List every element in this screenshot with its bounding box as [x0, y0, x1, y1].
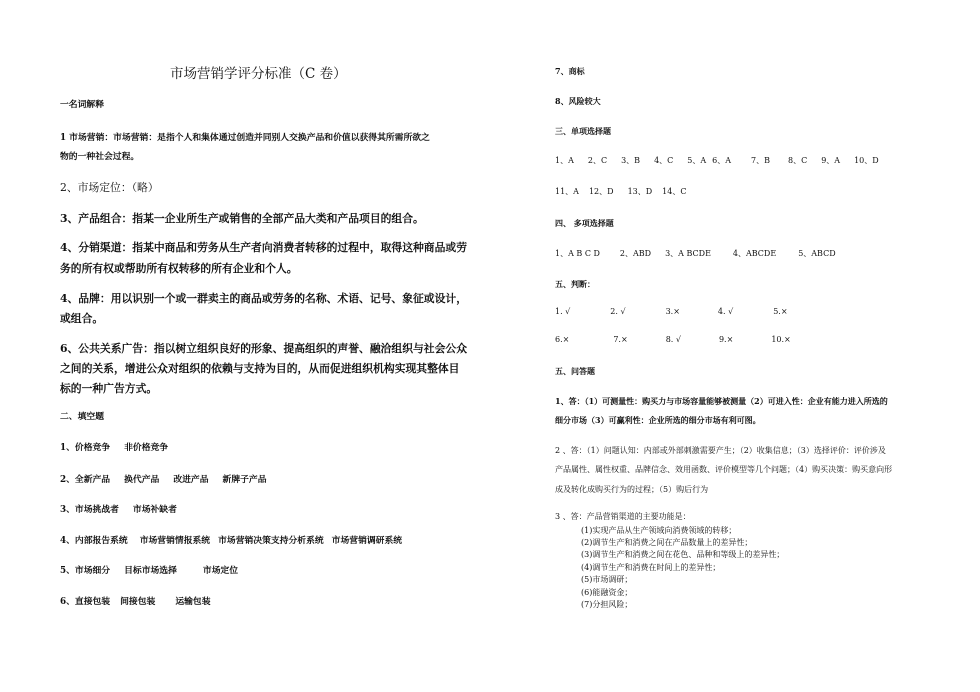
judgment-answer: 8. √: [665, 335, 681, 344]
fill-6-c: 运输包装: [175, 597, 211, 607]
fill-1: [60, 443, 168, 454]
fill-2-d: 新牌子产品: [222, 475, 267, 485]
fill-6-a: 6、直接包装: [60, 597, 111, 607]
judgment-answer: 4. √: [717, 307, 734, 316]
definition-4-line2: 务的所有权或帮助所有权转移的所有企业和个人。: [60, 262, 298, 275]
fill-2-c: 改进产品: [173, 475, 209, 485]
qa-3-item-1: (1)实现产品从生产领域向消费领域的转移；: [581, 526, 737, 535]
fill-4-d: 市场营销调研系统: [331, 536, 403, 546]
fill-1-a: 1、价格竞争: [60, 443, 111, 453]
single-answer: 6、A: [712, 156, 732, 165]
definition-6-line2: 之间的关系，增进公众对组织的依赖与支持为目的，从而促进组织机构实现其整体目: [60, 362, 460, 375]
definition-5-line1: 4、品牌：用以识别一个或一群卖主的商品或劳务的名称、术语、记号、象征或设计，: [60, 292, 467, 305]
fill-3-b: 市场补缺者: [132, 505, 177, 515]
fill-2-b: 换代产品: [124, 475, 160, 485]
judgment-answer: 3.×: [665, 307, 680, 316]
fill-4-a: 4、内部报告系统: [60, 536, 128, 546]
single-answer: 9、A: [821, 156, 841, 165]
qa-3-item-2: (2)调节生产和消费之间在产品数量上的差异性；: [581, 538, 753, 547]
fill-5-b: 目标市场选择: [124, 566, 177, 576]
single-answer: 8、C: [788, 156, 808, 165]
fill-8: 8、风险较大: [555, 96, 601, 106]
section-qa: 五、问答题: [555, 366, 595, 376]
multi-answer: 2、ABD: [619, 249, 652, 258]
fill-6: [60, 597, 211, 608]
fill-4-c: 市场营销决策支持分析系统: [218, 536, 324, 546]
section-multi-choice: 四、 多项选择题: [555, 218, 614, 228]
judgment-answer: 5.×: [773, 307, 788, 316]
fill-4-b: 市场营销情报系统: [139, 536, 211, 546]
single-answer: 4、C: [654, 156, 674, 165]
judgment-answer: 9.×: [718, 335, 734, 344]
multi-answer: 1、A B C D: [555, 249, 600, 258]
qa-1-line1: 1、答：（1）可测量性：购买力与市场容量能够被测量（2）可进入性：企业有能力进入所选的: [555, 396, 888, 406]
single-answer: 2、C: [587, 156, 608, 165]
definition-1-line1: 1 市场营销：市场营销：是指个人和集体通过创造并同别人交换产品和价值以获得其所需所欲之: [60, 133, 430, 143]
fill-3-a: 3、市场挑战者: [60, 505, 119, 515]
single-answer: 14、C: [662, 187, 687, 196]
fill-6-b: 间接包装: [120, 597, 156, 607]
single-choice-row-2: [555, 187, 686, 197]
definition-1-line2: 物的一种社会过程。: [60, 152, 140, 162]
single-answer: 10、D: [854, 156, 879, 165]
fill-5: [60, 566, 238, 577]
fill-2: [60, 475, 267, 486]
single-answer: 5、A: [687, 156, 707, 165]
multi-answer: 5、ABCD: [798, 249, 836, 258]
single-answer: 3、B: [621, 156, 641, 165]
qa-2-line1: 2 、答：（1）问题认知：内部或外部刺激需要产生；（2）收集信息；（3）选择评价：评价涉及: [555, 446, 886, 455]
section-judgment: 五、判断：: [555, 279, 595, 289]
qa-1-line2: 细分市场（3）可赢利性：企业所选的细分市场有利可图。: [555, 415, 761, 425]
section-single-choice: 三、单项选择题: [555, 126, 611, 136]
definition-6-line3: 标的一种广告方式。: [60, 382, 158, 395]
multi-answer: 3、A BCDE: [665, 249, 711, 258]
multi-choice-row: [555, 249, 836, 259]
judgment-row-1: [555, 307, 788, 317]
judgment-answer: 6.×: [555, 335, 570, 344]
fill-5-c: 市场定位: [202, 566, 239, 576]
fill-7: 7、商标: [555, 66, 585, 76]
fill-5-a: 5、市场细分: [60, 566, 111, 576]
judgment-answer: 10.×: [771, 335, 791, 344]
single-answer: 11、A: [555, 187, 579, 196]
judgment-answer: 1. √: [555, 307, 571, 316]
definition-2: 2、市场定位：（略）: [60, 181, 159, 194]
qa-2-line3: 成及转化成购买行为的过程；（5）购后行为: [555, 485, 709, 494]
section-definitions: 一名词解释: [60, 100, 104, 110]
qa-3-head: 3 、答：产品营销渠道的主要功能是：: [555, 512, 691, 521]
definition-6-line1: 6、公共关系广告：指以树立组织良好的形象、提高组织的声誉、融洽组织与社会公众: [60, 342, 467, 355]
single-answer: 7、B: [751, 156, 770, 165]
definition-4-line1: 4、分销渠道：指某中商品和劳务从生产者向消费者转移的过程中，取得这种商品或劳: [60, 241, 467, 254]
fill-2-a: 2、全新产品: [60, 475, 111, 485]
page-title: 市场营销学评分标准（C 卷）: [170, 66, 347, 82]
qa-3-item-7: (7)分担风险；: [581, 600, 633, 609]
fill-3: [60, 505, 177, 516]
fill-1-b: 非价格竞争: [124, 443, 169, 453]
single-choice-row-1: [555, 156, 879, 166]
definition-5-line2: 或组合。: [60, 312, 104, 325]
qa-3-item-3: (3)调节生产和消费之间在花色、品种和等级上的差异性；: [581, 550, 785, 559]
qa-3-item-5: (5)市场调研；: [581, 575, 633, 584]
qa-2-line2: 产品属性、属性权重、品牌信念、效用函数、评价模型等几个问题；（4）购买决策：购买意向形: [555, 465, 893, 474]
judgment-answer: 2. √: [610, 307, 626, 316]
judgment-row-2: [555, 335, 791, 345]
single-answer: 12、D: [588, 187, 614, 196]
definition-3: 3、产品组合：指某一企业所生产或销售的全部产品大类和产品项目的组合。: [60, 212, 424, 225]
fill-4: [60, 536, 402, 547]
judgment-answer: 7.×: [613, 335, 628, 344]
qa-3-item-4: (4)调节生产和消费在时间上的差异性；: [581, 563, 721, 572]
single-answer: 1、A: [555, 156, 574, 165]
multi-answer: 4、ABCDE: [732, 249, 777, 258]
single-answer: 13、D: [627, 187, 653, 196]
qa-3-item-6: (6)能融资金；: [581, 588, 633, 597]
section-fill-blank: 二、填空题: [60, 412, 104, 422]
